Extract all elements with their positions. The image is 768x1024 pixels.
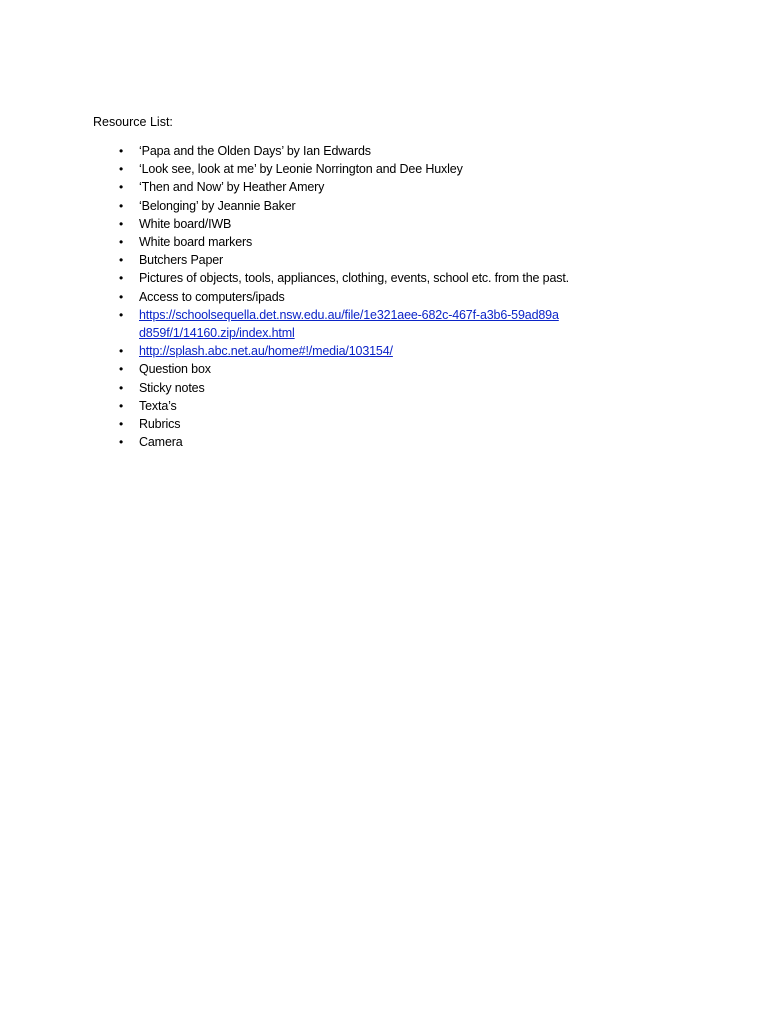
bullet-icon: • xyxy=(118,435,124,450)
bullet-icon: • xyxy=(118,307,124,322)
list-item-text: ‘Look see, look at me’ by Leonie Norrington and Dee Huxley xyxy=(139,162,463,177)
resource-list-heading: Resource List: xyxy=(93,115,173,129)
bullet-icon: • xyxy=(118,216,124,231)
list-item xyxy=(93,415,713,433)
bullet-icon: • xyxy=(118,380,124,395)
list-item xyxy=(93,288,713,306)
list-item-text: Texta’s xyxy=(139,398,177,413)
list-item xyxy=(93,379,713,397)
list-item xyxy=(93,178,713,196)
list-item-text: Question box xyxy=(139,362,211,377)
bullet-icon: • xyxy=(118,344,124,359)
splash-abc-link[interactable]: http://splash.abc.net.au/home#!/media/103154/ xyxy=(139,344,393,359)
list-item-text: Pictures of objects, tools, appliances, clothing, events, school etc. from the past. xyxy=(139,271,569,286)
bullet-icon: • xyxy=(118,398,124,413)
list-item xyxy=(93,342,713,360)
document-content xyxy=(93,114,713,451)
bullet-icon: • xyxy=(118,289,124,304)
list-item xyxy=(93,160,713,178)
list-item-text: Rubrics xyxy=(139,417,181,432)
list-item-text: Sticky notes xyxy=(139,380,205,395)
bullet-icon: • xyxy=(118,180,124,195)
list-item xyxy=(93,397,713,415)
list-item-text: ‘Belonging’ by Jeannie Baker xyxy=(139,198,296,213)
bullet-icon: • xyxy=(118,144,124,158)
resource-list xyxy=(93,142,713,451)
list-item-text: White board/IWB xyxy=(139,216,232,231)
bullet-icon: • xyxy=(118,198,124,213)
list-item-text: Butchers Paper xyxy=(139,253,224,268)
list-item xyxy=(93,360,713,378)
list-item-text: ‘Then and Now’ by Heather Amery xyxy=(139,180,325,195)
list-item xyxy=(93,215,713,233)
list-item xyxy=(93,433,713,451)
list-item-text: Access to computers/ipads xyxy=(139,289,285,304)
bullet-icon: • xyxy=(118,362,124,377)
list-item xyxy=(93,233,713,251)
list-item xyxy=(93,269,713,287)
list-item-text: ‘Papa and the Olden Days’ by Ian Edwards xyxy=(139,144,371,158)
schoolsequella-link[interactable]: https://schoolsequella.det.nsw.edu.au/file/1e321aee-682c-467f-a3b6-59ad89ad859f/1/14160.zip/index.html xyxy=(139,307,559,341)
bullet-icon: • xyxy=(118,235,124,250)
list-item xyxy=(93,306,713,342)
list-item xyxy=(93,142,713,160)
bullet-icon: • xyxy=(118,271,124,286)
list-item xyxy=(93,197,713,215)
bullet-icon: • xyxy=(118,417,124,432)
list-item-text: White board markers xyxy=(139,235,253,250)
list-item-text: Camera xyxy=(139,435,183,450)
bullet-icon: • xyxy=(118,253,124,268)
list-item xyxy=(93,251,713,269)
bullet-icon: • xyxy=(118,162,124,177)
